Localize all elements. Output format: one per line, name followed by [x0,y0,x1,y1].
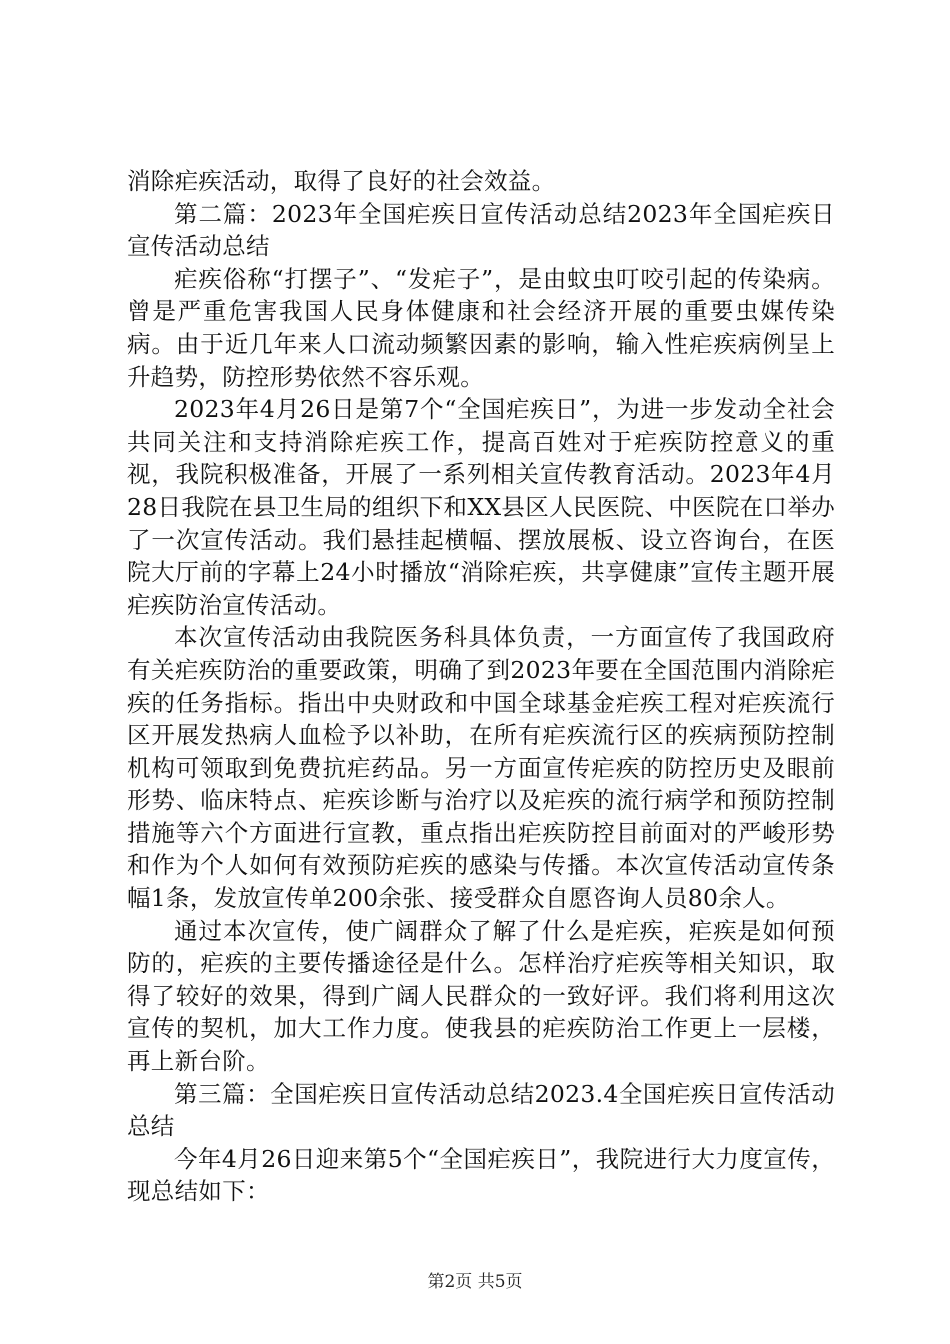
paragraph: 今年4月26日迎来第5个“全国疟疾日”，我院进行大力度宣传，现总结如下： [127,1144,835,1206]
section-heading: 第二篇：2023年全国疟疾日宣传活动总结2023年全国疟疾日宣传活动总结 [127,199,835,261]
document-body [127,165,835,1208]
page-footer [0,1271,950,1293]
paragraph: 2023年4月26日是第7个“全国疟疾日”，为进一步发动全社会共同关注和支持消除疟疾工作，提高百姓对于疟疾防控意义的重视，我院积极准备，开展了一系列相关宣传教育活动。2023年4月28日我院在县卫生局的组织下和XX县区人民医院、中医院在口举办了一次宣传活动。我们悬挂起横幅、摆放展板、设立咨询台，在医院大厅前的字幕上24小时播放“消除疟疾，共享健康”宣传主题开展疟疾防治宣传活动。 [127,395,835,619]
paragraph: 通过本次宣传，使广阔群众了解了什么是疟疾，疟疾是如何预防的，疟疾的主要传播途径是什么。怎样治疗疟疾等相关知识，取得了较好的效果，得到广阔人民群众的一致好评。我们将利用这次宣传的契机，加大工作力度。使我县的疟疾防治工作更上一层楼，再上新台阶。 [127,916,835,1076]
paragraph: 本次宣传活动由我院医务科具体负责，一方面宣传了我国政府有关疟疾防治的重要政策，明确了到2023年要在全国范围内消除疟疾的任务指标。指出中央财政和中国全球基金疟疾工程对疟疾流行区开展发热病人血检予以补助，在所有疟疾流行区的疾病预防控制机构可领取到免费抗疟药品。另一方面宣传疟疾的防控历史及眼前形势、临床特点、疟疾诊断与治疗以及疟疾的流行病学和预防控制措施等六个方面进行宣教，重点指出疟疾防控目前面对的严峻形势和作为个人如何有效预防疟疾的感染与传播。本次宣传活动宣传条幅1条，发放宣传单200余张、接受群众自愿咨询人员80余人。 [127,623,835,913]
page-number: 第2页 共5页 [427,1272,523,1292]
section-heading: 第三篇：全国疟疾日宣传活动总结2023.4全国疟疾日宣传活动总结 [127,1079,835,1141]
paragraph: 疟疾俗称“打摆子”、“发疟子”，是由蚊虫叮咬引起的传染病。曾是严重危害我国人民身体健康和社会经济开展的重要虫媒传染病。由于近几年来人口流动频繁因素的影响，输入性疟疾病例呈上升趋势，防控形势依然不容乐观。 [127,264,835,391]
paragraph: 消除疟疾活动，取得了良好的社会效益。 [127,167,556,195]
